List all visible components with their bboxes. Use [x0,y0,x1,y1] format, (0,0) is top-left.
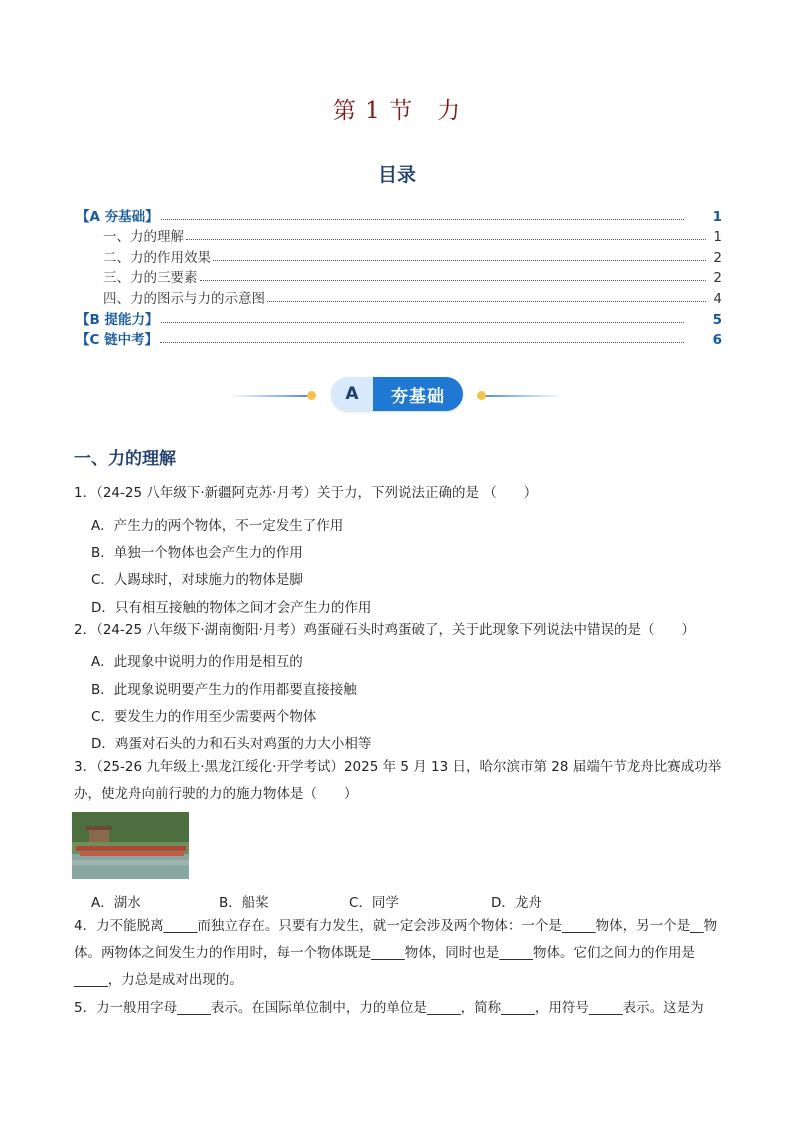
toc-leader [161,218,684,220]
toc-entry-label: 一、力的理解 [103,229,184,246]
toc-entry[interactable] [76,225,722,246]
toc-leader [267,300,706,302]
toc-entry-label: 四、力的图示与力的示意图 [103,290,265,307]
toc-entry-page: 4 [713,290,722,307]
toc-entry[interactable] [76,266,722,287]
toc-entry-page: 1 [712,208,722,225]
banner-pill [331,377,463,411]
section-banner [228,372,564,418]
question-option: A．产生力的两个物体，不一定发生了作用 [91,518,344,534]
toc-entry[interactable] [76,245,722,266]
photo-ripple [72,860,189,865]
photo-boat-row-1 [76,846,186,851]
toc-entry-page: 5 [712,311,722,328]
question-option: B．此现象说明要产生力的作用都要直接接触 [91,682,357,698]
toc-entry-label: 【A 夯基础】 [76,208,159,225]
toc-leader [186,238,706,240]
question-option: C．同学 [349,895,399,911]
photo-boat-row-2 [80,852,184,856]
dragon-boat-photo [72,812,189,879]
banner-line-left [228,395,308,397]
banner-letter: A [331,377,373,411]
question-option: D．鸡蛋对石头的力和石头对鸡蛋的力大小相等 [91,736,372,752]
question-option: A．此现象中说明力的作用是相互的 [91,654,303,670]
page-title: 第 1 节 力 [332,98,462,124]
banner-dot-left [307,391,316,400]
question-fill-in: 5．力一般用字母_____表示。在国际单位制中，力的单位是_____，简称_____，用符号_____表示。这是为 [74,1000,704,1016]
toc-entry[interactable] [76,328,722,349]
question-option: B．单独一个物体也会产生力的作用 [91,545,303,561]
toc-entry-page: 1 [713,229,722,246]
toc-heading: 目录 [377,164,416,186]
question-stem: 2．（24-25 八年级下·湖南衡阳·月考）鸡蛋碰石头时鸡蛋破了，关于此现象下列说法中错误的是（ ） [74,622,695,638]
section-heading: 一、力的理解 [74,449,176,469]
question-fill-in: 4．力不能脱离_____而独立存在。只要有力发生，就一定会涉及两个物体：一个是_____物体，另一个是__物体。两物体之间发生力的作用时，每一个物体既是_____物体，同时也是_____物体。它们之间力的作用是_____，力总是成对出现的。 [74,918,718,988]
question-option: C．要发生力的作用至少需要两个物体 [91,709,317,725]
table-of-contents [76,204,722,348]
question-stem: 1．（24-25 八年级下·新疆阿克苏·月考）关于力，下列说法正确的是 （ ） [74,485,538,501]
question-option: C．人踢球时，对球施力的物体是脚 [91,572,303,588]
banner-line-right [484,395,564,397]
toc-entry[interactable] [76,286,722,307]
toc-entry-page: 2 [713,270,722,287]
question-option: B．船桨 [219,895,269,911]
toc-leader [213,259,706,261]
question-option: A．湖水 [91,895,141,911]
photo-pavilion [89,830,109,842]
banner-dot-right [477,391,486,400]
question-option: D．龙舟 [491,895,542,911]
question-option: D．只有相互接触的物体之间才会产生力的作用 [91,600,372,616]
photo-water [72,854,189,879]
question-stem: 3．（25-26 九年级上·黑龙江绥化·开学考试）2025 年 5 月 13 日，哈尔滨市第 28 届端午节龙舟比赛成功举办，使龙舟向前行驶的力的施力物体是（ ） [74,759,722,802]
photo-pavilion-roof [86,826,112,830]
toc-leader [160,341,684,343]
toc-entry-label: 【B 提能力】 [76,311,159,328]
toc-entry[interactable] [76,204,722,225]
toc-entry-page: 2 [713,249,722,266]
toc-leader [161,321,685,323]
toc-entry-label: 二、力的作用效果 [103,249,211,266]
banner-text: 夯基础 [373,377,463,411]
toc-entry-label: 三、力的三要素 [103,270,198,287]
toc-entry-page: 6 [712,332,722,349]
toc-leader [200,279,707,281]
toc-entry-label: 【C 链中考】 [76,332,159,349]
toc-entry[interactable] [76,307,722,328]
